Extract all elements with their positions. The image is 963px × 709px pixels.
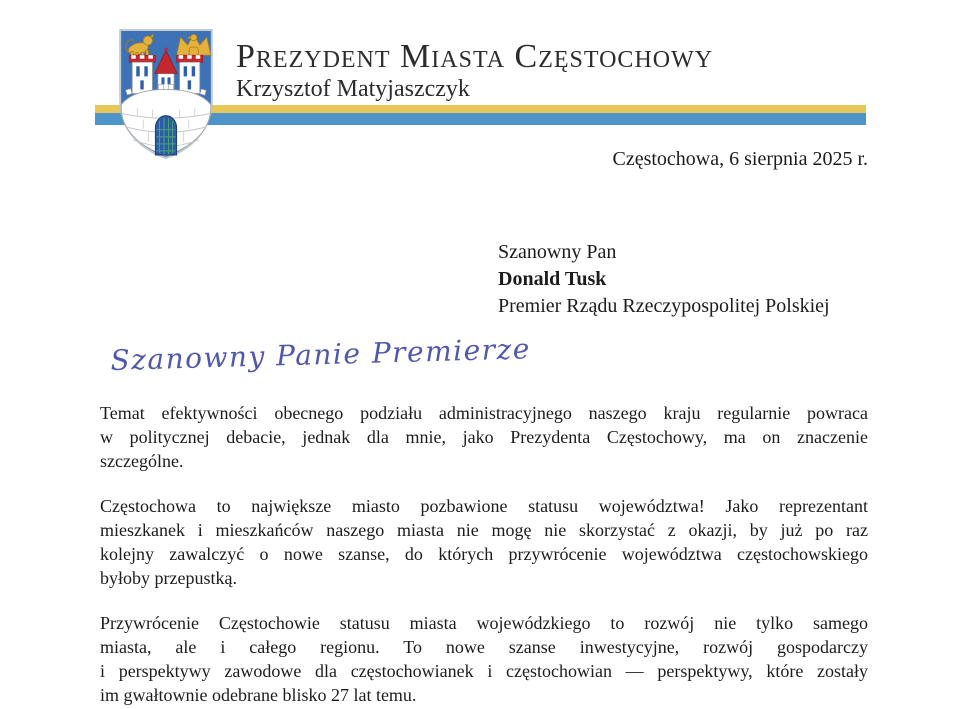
right-tower [177, 55, 203, 93]
letterhead [236, 40, 713, 102]
sender-office-title: Prezydent Miasta Częstochowy [236, 38, 714, 75]
text-line: szczególne. [100, 451, 184, 471]
letter-body [100, 401, 868, 709]
text-line: Przywrócenie Częstochowie statusu miasta wojewódzkiego to rozwój nie tylko samego [100, 613, 868, 633]
castle-gate [155, 116, 176, 155]
text-line: Temat efektywności obecnego podziału administracyjnego naszego kraju regularnie powraca [100, 403, 868, 423]
czestochowa-crest-icon [117, 27, 215, 167]
dateline: Częstochowa, 6 sierpnia 2025 r. [612, 148, 868, 170]
paragraph-3 [100, 611, 868, 707]
text-line: Częstochowa to największe miasto pozbawione statusu województwa! Jako reprezentant [100, 496, 868, 516]
text-line: i perspektywy zawodowe dla częstochowianek i częstochowian — perspektywy, które zostały [100, 661, 868, 681]
sender-name: Krzysztof Matyjaszczyk [236, 76, 470, 102]
recipient-salutation: Szanowny Pan [498, 241, 617, 263]
text-line: miasta, ale i całego regionu. To nowe szanse inwestycyjne, rozwój gospodarczy [100, 637, 868, 657]
recipient-name: Donald Tusk [498, 268, 607, 290]
text-line: w politycznej debacie, jednak dla mnie, jako Prezydenta Częstochowy, ma on znaczenie [100, 427, 868, 447]
text-line: byłoby przepustką. [100, 568, 237, 588]
recipient-block [498, 239, 830, 320]
left-tower [129, 55, 155, 93]
text-line: kolejny zawalczyć o nowe szanse, do których przywrócenie województwa częstochowskiego [100, 544, 868, 564]
paragraph-2 [100, 494, 868, 590]
text-line: im gwałtownie odebrane blisko 27 lat temu. [100, 685, 417, 705]
text-line: mieszkanek i mieszkańców naszego miasta nie mogę nie skorzystać z okazji, by już po raz [100, 520, 868, 540]
paragraph-1 [100, 401, 868, 473]
recipient-title: Premier Rządu Rzeczypospolitej Polskiej [498, 295, 830, 317]
handwritten-salutation: Szanowny Panie Premierze [110, 332, 532, 377]
